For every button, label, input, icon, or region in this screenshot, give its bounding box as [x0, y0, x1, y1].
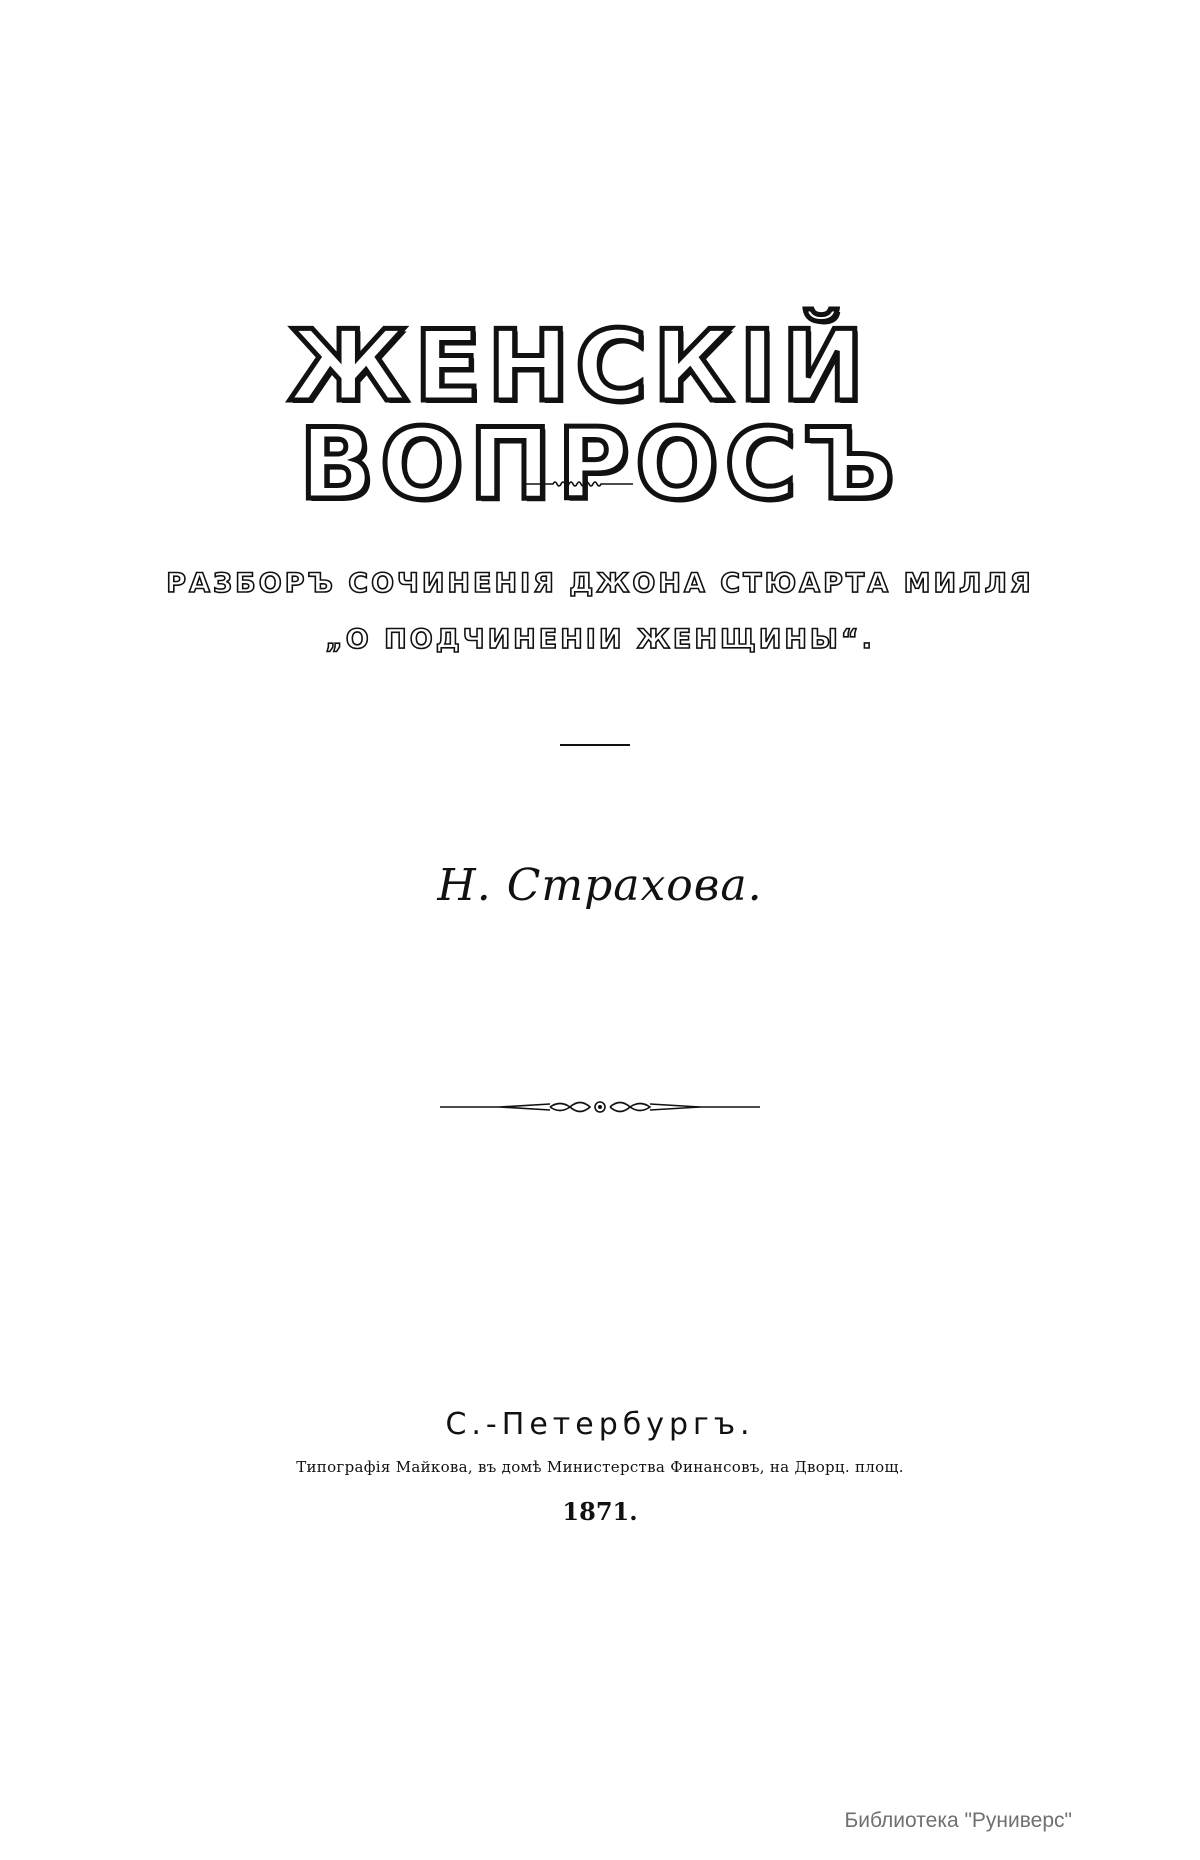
short-rule-divider — [560, 744, 630, 746]
author-name: Н. Страхова. — [437, 860, 763, 911]
subtitle-line-1: РАЗБОРЪ СОЧИНЕНІЯ ДЖОНА СТЮАРТА МИЛЛЯ — [166, 568, 1034, 599]
ornamental-divider-icon — [440, 1094, 760, 1120]
book-title-word-1: ЖЕНСКІЙ — [288, 310, 870, 424]
wavy-rule-divider — [523, 478, 633, 490]
imprint-year: 1871. — [562, 1497, 638, 1526]
subtitle-line-2: „О ПОДЧИНЕНІИ ЖЕНЩИНЫ“. — [325, 624, 875, 655]
library-watermark: Библиотека "Руниверс" — [844, 1809, 1072, 1832]
imprint-city: С.-Петербургъ. — [445, 1407, 755, 1442]
book-title-word-2: ВОПРОСЪ — [299, 408, 901, 522]
imprint-printer: Типографія Майкова, въ домѣ Министерства Финансовъ, на Дворц. площ. — [296, 1458, 904, 1476]
